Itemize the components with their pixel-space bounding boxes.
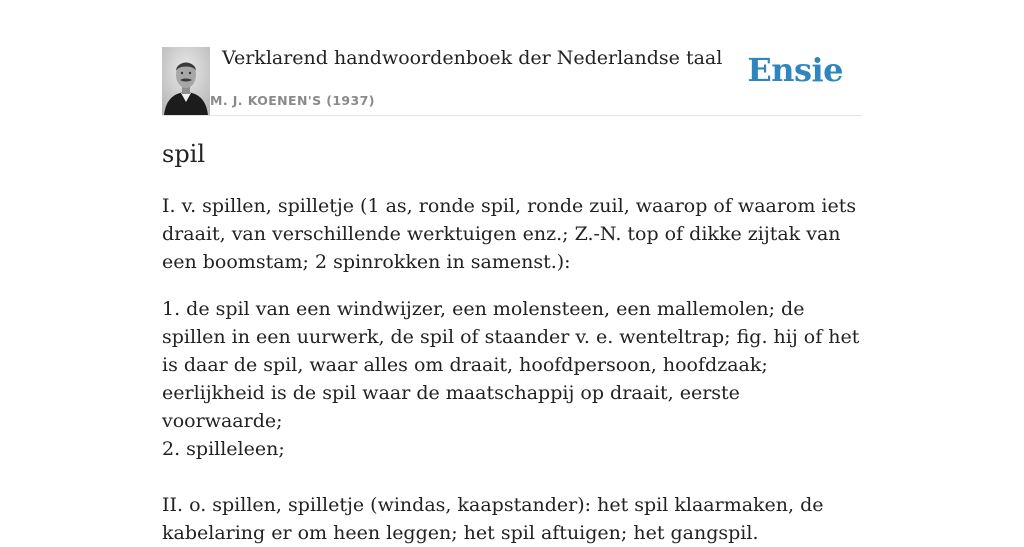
brand-logo[interactable]: Ensie: [747, 51, 843, 89]
dictionary-author: M. J. KOENEN'S (1937): [210, 93, 375, 108]
entry-body: [162, 192, 862, 547]
dictionary-title: Verklarend handwoordenboek der Nederlandse taal: [222, 47, 723, 69]
spacer: [162, 463, 862, 491]
page: [162, 0, 862, 544]
author-portrait-icon: [162, 47, 210, 115]
sense-1: 1. de spil van een windwijzer, een molensteen, een mallemolen; de spillen in een uurwerk, de spil of staander v. e. wenteltrap; fig. hij of het is daar de spil, waar alles om draait, hoofdpersoon, hoofdzaak; eerlijkheid is de spil waar de maatschappij op draait, eerste voorwaarde;: [162, 298, 860, 432]
entry-headword: spil: [162, 140, 206, 168]
entry-intro: I. v. spillen, spilletje (1 as, ronde spil, ronde zuil, waarop of waarom iets draait, van verschillende werktuigen enz.; Z.-N. top of dikke zijtak van een boomstam; 2 spinrokken in samenst.):: [162, 195, 857, 273]
header: [162, 0, 862, 116]
entry-senses: [162, 295, 862, 547]
entry-part-2: II. o. spillen, spilletje (windas, kaapstander): het spil klaarmaken, de kabelaring er om heen leggen; het spil aftuigen; het gangspil.: [162, 494, 824, 544]
author-avatar: [162, 47, 210, 115]
sense-2: 2. spilleleen;: [162, 438, 285, 460]
